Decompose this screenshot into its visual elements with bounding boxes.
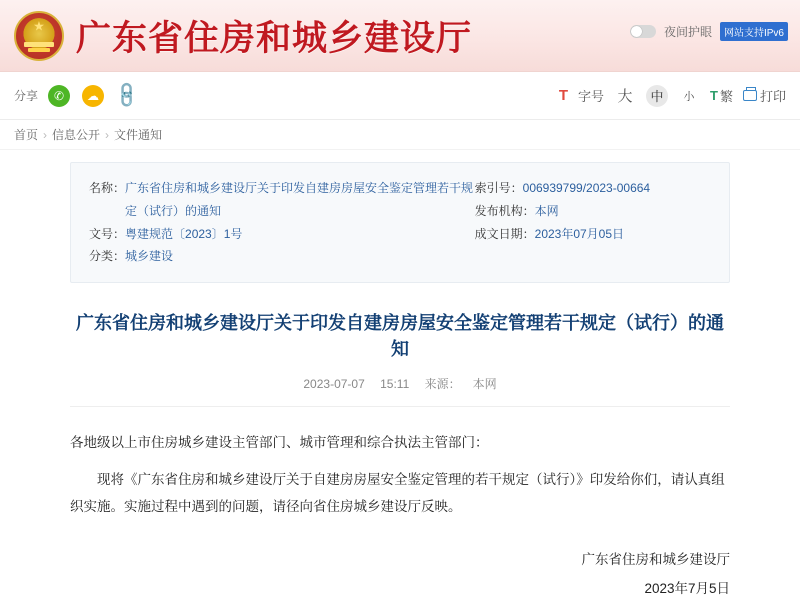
meta-label-category: 分类：: [89, 249, 126, 264]
article-signature: [70, 546, 730, 603]
meta-column-left: [89, 177, 475, 268]
meta-value-name: 广东省住房和城乡建设厅关于印发自建房房屋安全鉴定管理若干规定（试行）的通知: [125, 181, 474, 218]
article-date: 2023-07-07: [303, 377, 365, 392]
meta-value-publisher: 本网: [534, 203, 559, 218]
fontsize-medium-button[interactable]: 中: [646, 85, 668, 107]
article-salutation: 各地级以上市住房城乡建设主管部门、城市管理和综合执法主管部门：: [70, 435, 489, 451]
page-title: 广东省住房和城乡建设厅关于印发自建房房屋安全鉴定管理若干规定（试行）的通知: [76, 313, 724, 361]
traditional-icon: T: [710, 88, 718, 103]
site-title: 广东省住房和城乡建设厅: [76, 18, 473, 59]
night-mode-label: 夜间护眼: [663, 25, 712, 39]
article-source-value: 本网: [472, 377, 497, 392]
traditional-label: 繁: [719, 89, 733, 104]
share-icon-group: [48, 80, 142, 111]
meta-row-docnum: [89, 223, 475, 246]
fontsize-large-button[interactable]: 大: [617, 88, 633, 105]
meta-value-docnum: 粤建规范〔2023〕1号: [125, 226, 243, 241]
meta-row-name: [89, 177, 475, 223]
printer-icon: [743, 90, 757, 101]
meta-row-date: [475, 223, 711, 246]
print-label: 打印: [759, 89, 786, 104]
meta-value-category: 城乡建设: [125, 249, 174, 264]
night-mode-toggle[interactable]: [630, 25, 656, 38]
article-time: 15:11: [380, 377, 410, 392]
meta-label-date: 成文日期：: [474, 226, 535, 241]
print-button[interactable]: [743, 86, 786, 105]
page-body: [0, 150, 800, 603]
article-meta: [70, 375, 730, 407]
fontsize-small-button[interactable]: 小: [683, 90, 695, 103]
breadcrumb-item-documents[interactable]: 文件通知: [114, 128, 163, 142]
meta-value-index: 006939799/2023-00664: [522, 181, 651, 195]
share-label: 分享: [14, 89, 39, 103]
fontsize-icon: T: [558, 87, 568, 104]
breadcrumb: [0, 120, 800, 150]
breadcrumb-item-home[interactable]: 首页: [14, 128, 39, 142]
fontsize-label: 字号: [578, 89, 605, 104]
article-source-label: 来源：: [424, 377, 461, 392]
signature-org: 广东省住房和城乡建设厅: [581, 552, 730, 568]
breadcrumb-separator: ›: [105, 127, 110, 142]
meta-label-docnum: 文号：: [89, 226, 126, 241]
traditional-chinese-button[interactable]: [710, 86, 733, 105]
view-options: [559, 85, 786, 107]
meta-label-name: 名称：: [89, 181, 126, 195]
site-header: [0, 0, 800, 72]
meta-row-category: [89, 245, 475, 268]
article-body: [70, 429, 730, 520]
breadcrumb-separator: ›: [43, 127, 48, 142]
ipv6-badge: 网站支持IPv6: [720, 22, 788, 41]
meta-value-date: 2023年07月05日: [534, 226, 625, 241]
signature-date: 2023年7月5日: [644, 580, 730, 596]
meta-label-index: 索引号：: [474, 181, 523, 195]
article-paragraph: 现将《广东省住房和城乡建设厅关于自建房房屋安全鉴定管理的若干规定（试行）》印发给你们，请认真组织实施。实施过程中遇到的问题，请径向省住房城乡建设厅反映。: [70, 472, 725, 515]
meta-row-index: [475, 177, 711, 200]
breadcrumb-item-disclosure[interactable]: 信息公开: [52, 128, 101, 142]
document-meta-card: [70, 162, 730, 283]
weibo-icon[interactable]: ☁: [82, 85, 104, 107]
meta-label-publisher: 发布机构：: [474, 203, 535, 218]
header-utilities: [630, 22, 788, 41]
share-toolbar: [0, 72, 800, 120]
meta-column-right: [475, 177, 711, 268]
wechat-icon[interactable]: ✆: [48, 85, 70, 107]
meta-row-publisher: [475, 200, 711, 223]
link-icon[interactable]: 🔗: [111, 80, 142, 111]
national-emblem-icon: ★: [14, 11, 64, 61]
